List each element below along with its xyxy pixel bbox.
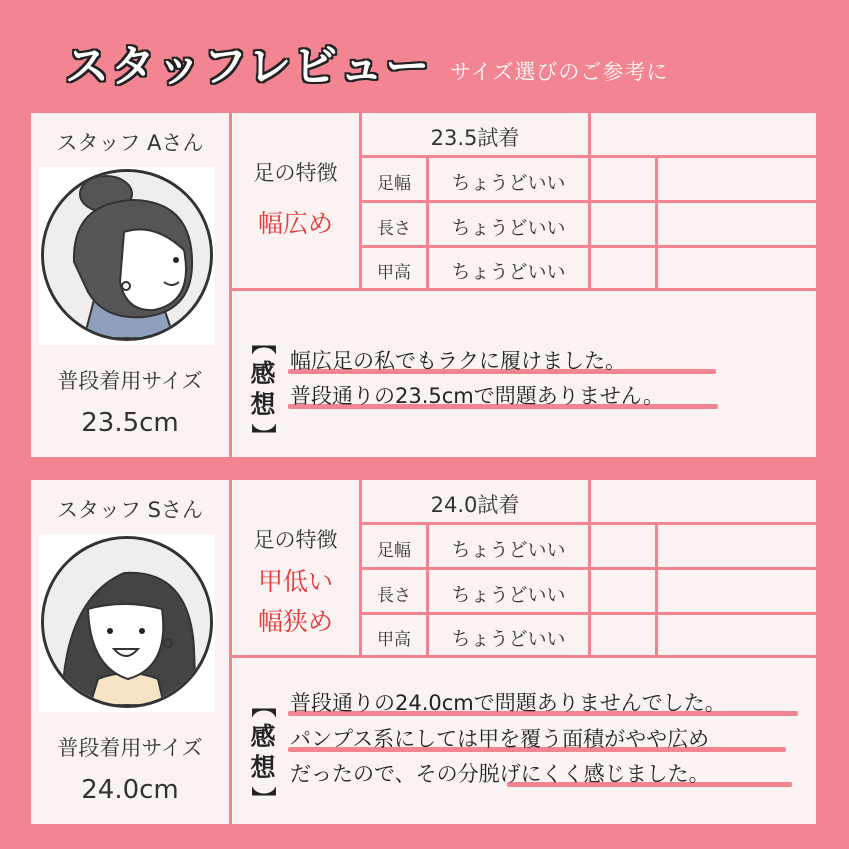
foot-feature-cell (232, 113, 359, 288)
kanso-bracket-close: 】 (248, 422, 278, 448)
review-card-staff-a (31, 113, 816, 457)
row-value-cell (429, 615, 588, 655)
comment-line: 普段通りの24.0cmで問題ありませんでした。 (290, 691, 726, 715)
empty-cell (658, 158, 816, 200)
empty-cell (658, 203, 816, 245)
kanso-char: 感 (250, 359, 276, 388)
empty-cell (591, 203, 655, 245)
comment-line: パンプス系にしては甲を覆う面積がやや広め (290, 727, 710, 751)
row-label: 長さ (377, 586, 411, 606)
row-label-cell (362, 248, 426, 288)
kanso-label (248, 690, 278, 814)
comment-line: 普段通りの23.5cmで問題ありません。 (290, 384, 665, 408)
avatar-frame (39, 534, 215, 712)
row-value: ちょうどいい (451, 172, 566, 194)
empty-cell (591, 570, 655, 612)
staff-profile (31, 113, 229, 457)
kanso-bracket-close: 】 (248, 785, 278, 811)
row-label: 甲高 (377, 263, 411, 283)
usual-size-label: 普段着用サイズ (57, 736, 203, 760)
empty-cell (591, 158, 655, 200)
trial-size-header (362, 480, 588, 522)
foot-feature-value: 甲低い (257, 567, 333, 596)
usual-size-label: 普段着用サイズ (57, 369, 203, 393)
row-value-cell (429, 158, 588, 200)
row-label: 足幅 (377, 541, 411, 561)
empty-header-cell (591, 480, 816, 522)
row-value: ちょうどいい (451, 217, 566, 239)
kanso-char: 想 (250, 390, 276, 419)
staff-s-portrait-icon (44, 539, 210, 705)
empty-cell (591, 615, 655, 655)
row-value-cell (429, 248, 588, 288)
row-value: ちょうどいい (451, 584, 566, 606)
row-value: ちょうどいい (451, 539, 566, 561)
foot-feature-label: 足の特徴 (253, 161, 338, 185)
avatar (41, 536, 213, 708)
review-card-staff-s (31, 480, 816, 824)
page-subtitle: サイズ選びのご参考に (450, 60, 669, 84)
trial-size: 24.0試着 (430, 493, 520, 517)
staff-name: スタッフ Aさん (56, 131, 204, 155)
kanso-bracket-open: 【 (248, 692, 278, 718)
row-label-cell (362, 203, 426, 245)
row-label: 長さ (377, 219, 411, 239)
row-label-cell (362, 525, 426, 567)
comment-box (232, 658, 816, 824)
kanso-char: 感 (250, 722, 276, 751)
row-label-cell (362, 615, 426, 655)
foot-feature-value: 幅広め (257, 209, 333, 238)
usual-size-value: 23.5cm (81, 408, 179, 438)
row-label: 足幅 (377, 174, 411, 194)
staff-name: スタッフ Sさん (56, 498, 203, 522)
empty-cell (658, 570, 816, 612)
trial-size: 23.5試着 (430, 126, 520, 150)
foot-feature-value: 幅狭め (257, 607, 333, 636)
row-value-cell (429, 525, 588, 567)
foot-feature-cell (232, 480, 359, 655)
staff-a-portrait-icon (44, 172, 210, 338)
page-title: スタッフレビュー (65, 41, 432, 92)
kanso-char: 想 (250, 753, 276, 782)
avatar (41, 169, 213, 341)
row-value-cell (429, 570, 588, 612)
avatar-frame (39, 167, 215, 345)
kanso-bracket-open: 【 (248, 329, 278, 355)
foot-feature-label: 足の特徴 (253, 528, 338, 552)
comment-box (232, 291, 816, 457)
empty-cell (658, 615, 816, 655)
row-value-cell (429, 203, 588, 245)
comment-line: 幅広足の私でもラクに履けました。 (290, 349, 626, 373)
empty-cell (658, 248, 816, 288)
empty-cell (591, 525, 655, 567)
row-label-cell (362, 570, 426, 612)
usual-size-value: 24.0cm (81, 775, 179, 805)
row-value: ちょうどいい (451, 628, 566, 650)
trial-size-header (362, 113, 588, 155)
empty-cell (591, 248, 655, 288)
row-value: ちょうどいい (451, 261, 566, 283)
row-label-cell (362, 158, 426, 200)
staff-profile (31, 480, 229, 824)
empty-header-cell (591, 113, 816, 155)
kanso-label (248, 327, 278, 451)
comment-line: だったので、その分脱げにくく感じました。 (290, 762, 710, 786)
row-label: 甲高 (377, 630, 411, 650)
header (0, 0, 849, 110)
empty-cell (658, 525, 816, 567)
